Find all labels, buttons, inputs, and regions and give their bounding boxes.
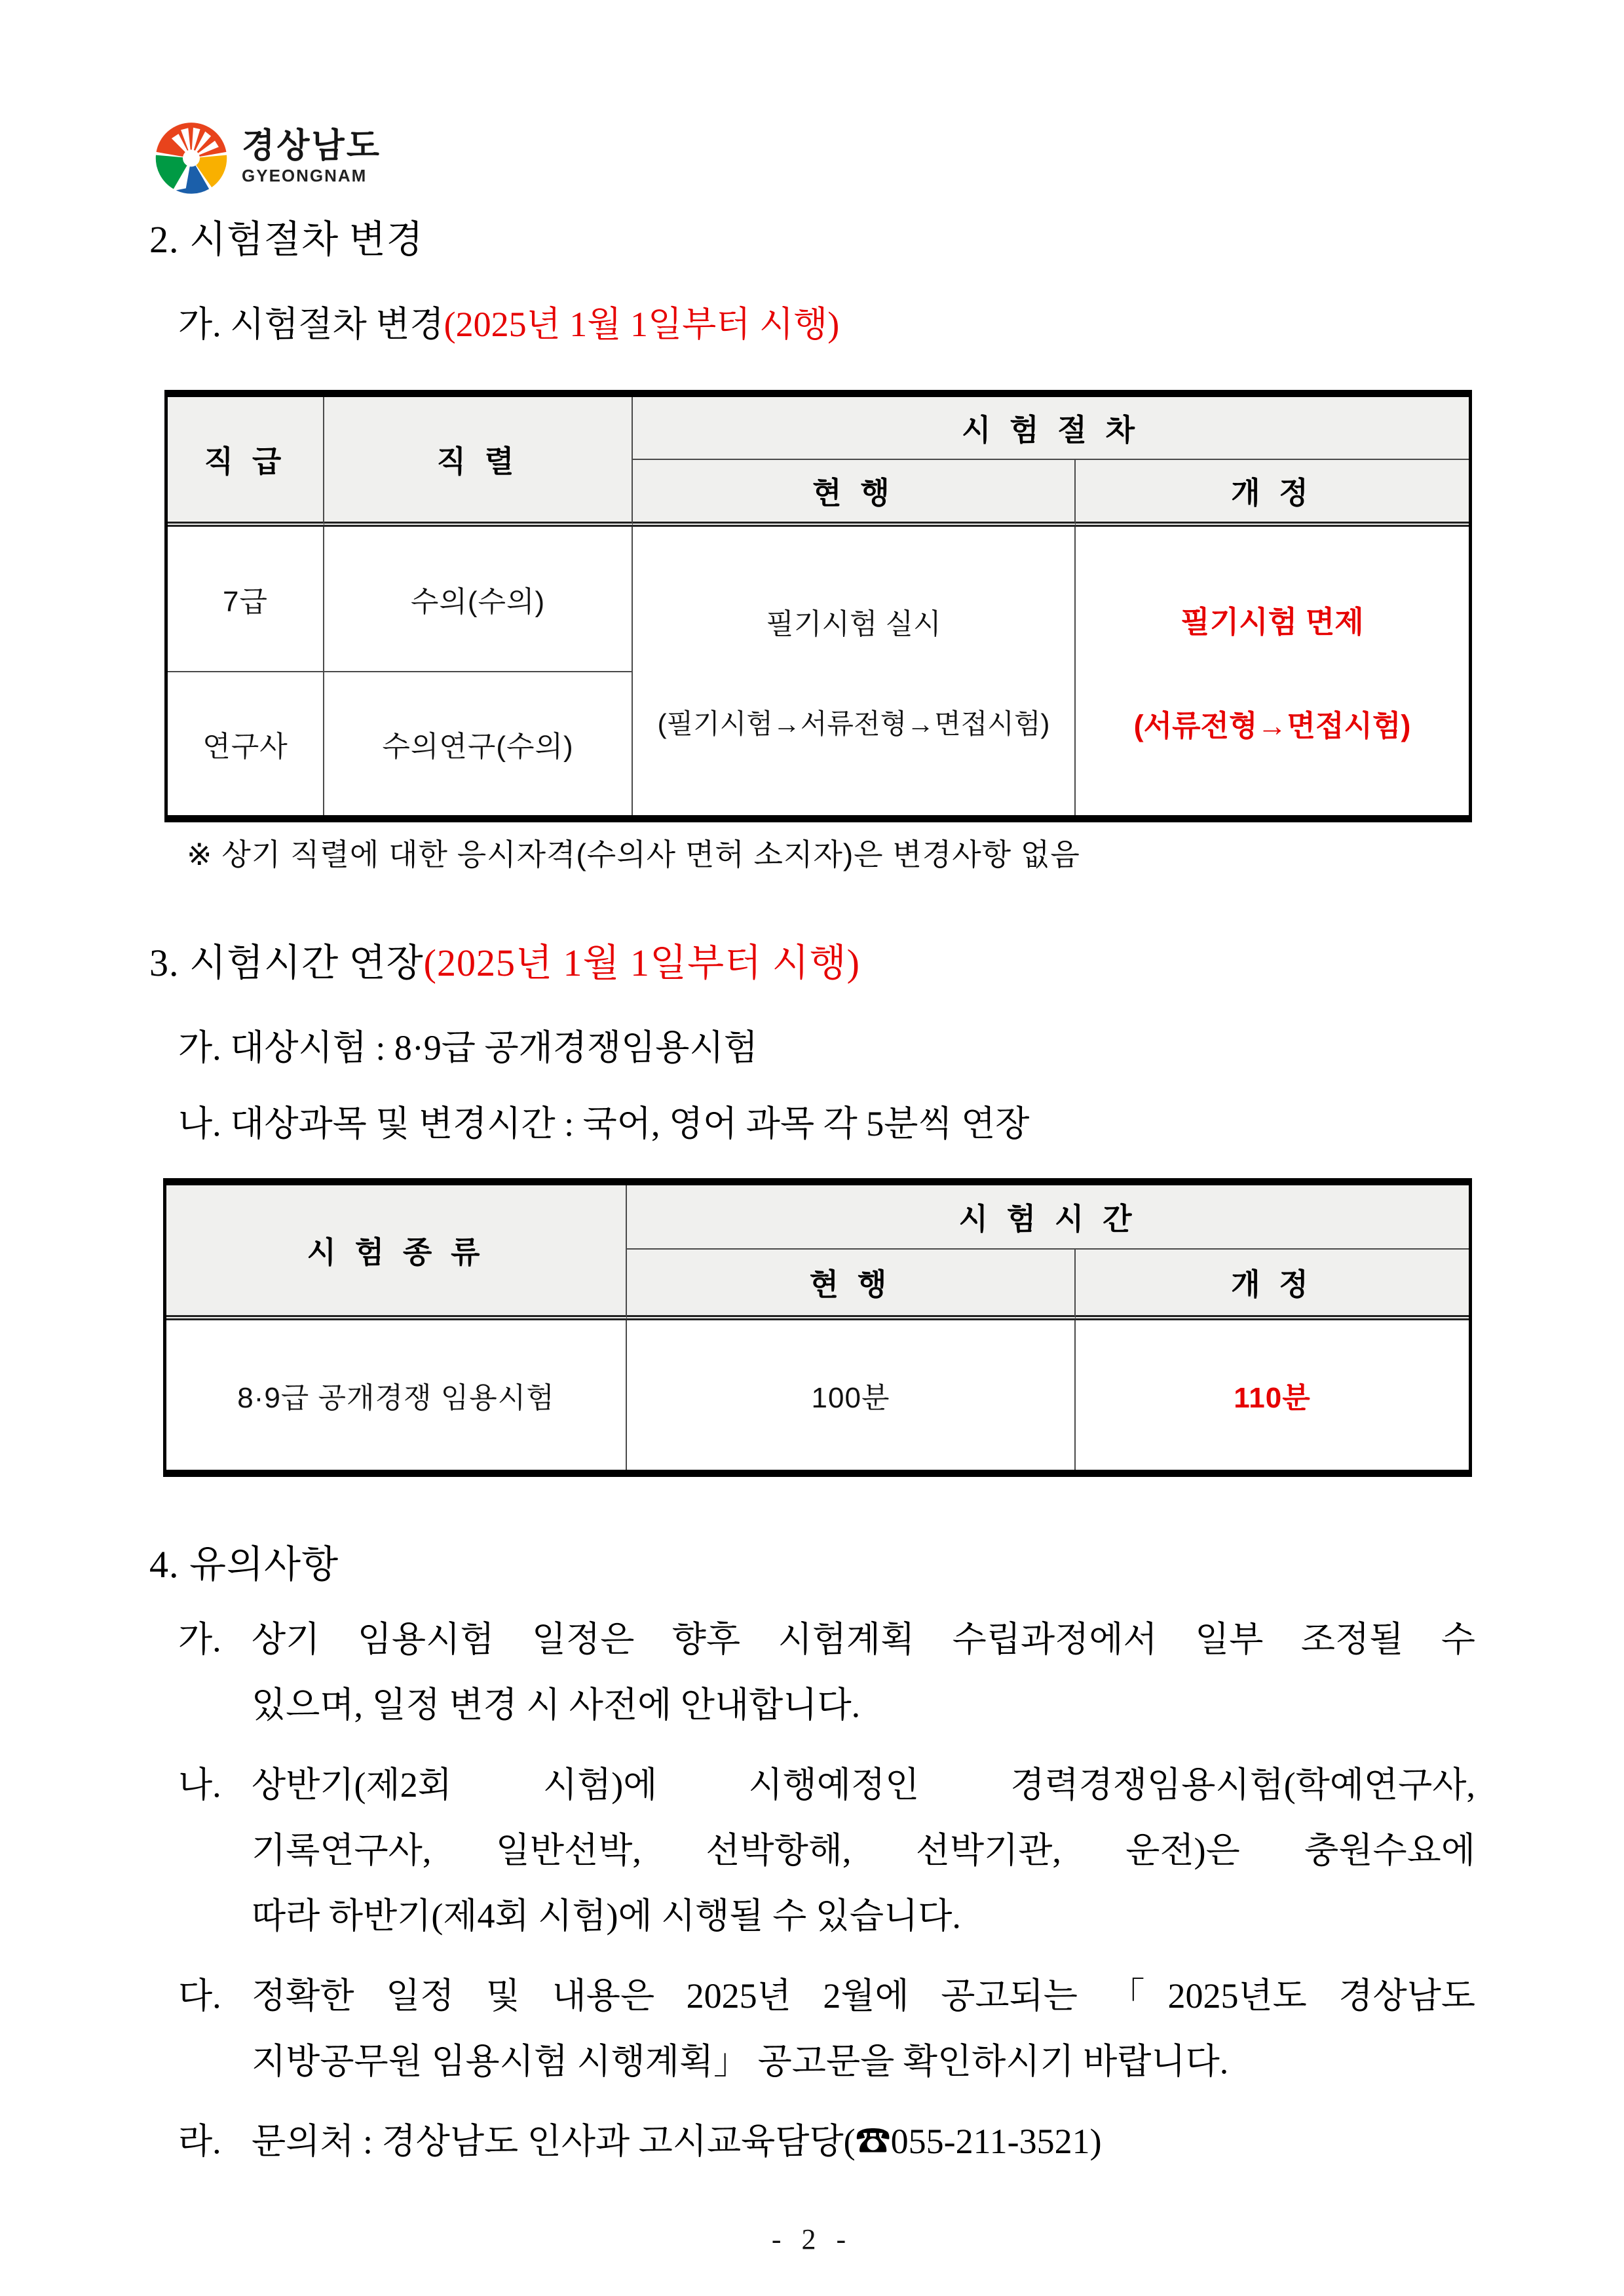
section3-item-na: 나. 대상과목 및 변경시간 : 국어, 영어 과목 각 5분씩 연장	[178, 1104, 1030, 1143]
section2-subheading	[178, 296, 839, 347]
paragraph-ra	[178, 2109, 1475, 2174]
section3-title	[149, 932, 860, 987]
section4-paragraphs	[178, 1607, 1475, 2189]
table1-header-grade: 직 급	[168, 397, 324, 527]
paragraph-line: 있으며, 일정 변경 시 사전에 안내합니다.	[252, 1685, 861, 1725]
exam-time-table	[163, 1178, 1472, 1477]
table1-header-group: 시 험 절 차	[633, 397, 1469, 460]
table2-header-current: 현 행	[627, 1250, 1076, 1320]
exam-procedure-table	[164, 390, 1472, 822]
table1-row2-grade: 연구사	[168, 672, 324, 815]
section2-title: 2. 시험절차 변경	[149, 218, 424, 261]
current-procedure-line1: 필기시험 실시	[766, 608, 941, 640]
table2-header-kind: 시 험 종 류	[166, 1185, 627, 1320]
table1-row2-series: 수의연구(수의)	[324, 672, 633, 815]
paragraph-na-marker: 나.	[178, 1765, 221, 1805]
paragraph-line: 정확한 일정 및 내용은 2025년 2월에 공고되는 「2025년도 경상남도	[252, 1976, 1475, 2016]
section4-title: 4. 유의사항	[149, 1543, 339, 1586]
paragraph-line: 기록연구사, 일반선박, 선박항해, 선박기관, 운전)은 충원수요에	[252, 1831, 1475, 1870]
logo-text	[242, 129, 381, 184]
section3-title-highlight: (2025년 1월 1일부터 시행)	[423, 942, 860, 984]
section3-title-text: 3. 시험시간 연장	[149, 942, 424, 984]
paragraph-na	[178, 1752, 1475, 1949]
section3-item-ga: 가. 대상시험 : 8·9급 공개경쟁임용시험	[178, 1028, 758, 1067]
gyeongnam-logo	[153, 118, 381, 195]
table2-header-revised: 개 정	[1076, 1250, 1469, 1320]
page-number: - 2 -	[771, 2223, 853, 2255]
section2-subheading-highlight: (2025년 1월 1일부터 시행)	[444, 305, 840, 344]
paragraph-line: 문의처 : 경상남도 인사과 고시교육담당(☎055-211-3521)	[252, 2122, 1102, 2161]
eligibility-note: ※ 상기 직렬에 대한 응시자격(수의사 면허 소지자)은 변경사항 없음	[187, 837, 1080, 871]
logo-korean-name: 경상남도	[242, 127, 381, 165]
paragraph-da-marker: 다.	[178, 1976, 221, 2016]
section2-subheading-text: 가. 시험절차 변경	[178, 305, 444, 344]
revised-procedure-line2: (서류전형→면접시험)	[1133, 708, 1411, 742]
paragraph-line: 상반기(제2회 시험)에 시행예정인 경력경쟁임용시험(학예연구사,	[252, 1765, 1475, 1805]
table2-exam-name: 8·9급 공개경쟁 임용시험	[166, 1320, 627, 1470]
paragraph-line: 상기 임용시험 일정은 향후 시험계획 수립과정에서 일부 조정될 수	[252, 1620, 1475, 1659]
table1-header-revised: 개 정	[1076, 460, 1469, 527]
table1-header-current: 현 행	[633, 460, 1076, 527]
gyeongnam-logo-icon	[153, 118, 230, 195]
table2-revised-time: 110분	[1234, 1382, 1311, 1414]
table2-current-time: 100분	[627, 1320, 1076, 1470]
table1-row1-series: 수의(수의)	[324, 527, 633, 672]
table1-row1-grade: 7급	[168, 527, 324, 672]
paragraph-ra-marker: 라.	[178, 2122, 221, 2161]
paragraph-ga-marker: 가.	[178, 1620, 221, 1659]
table2-header-group: 시 험 시 간	[627, 1185, 1469, 1250]
logo-english-name: GYEONGNAM	[242, 166, 368, 185]
paragraph-ga	[178, 1607, 1475, 1738]
table1-revised-cell	[1076, 527, 1469, 815]
paragraph-line: 지방공무원 임용시험 시행계획」 공고문을 확인하시기 바랍니다.	[252, 2042, 1229, 2081]
current-procedure-line2: (필기시험→서류전형→면접시험)	[657, 708, 1050, 739]
paragraph-da	[178, 1963, 1475, 2094]
table1-current-cell	[633, 527, 1076, 815]
revised-procedure-line1: 필기시험 면제	[1180, 604, 1364, 639]
table1-header-series: 직 렬	[324, 397, 633, 527]
paragraph-line: 따라 하반기(제4회 시험)에 시행될 수 있습니다.	[252, 1896, 961, 1936]
